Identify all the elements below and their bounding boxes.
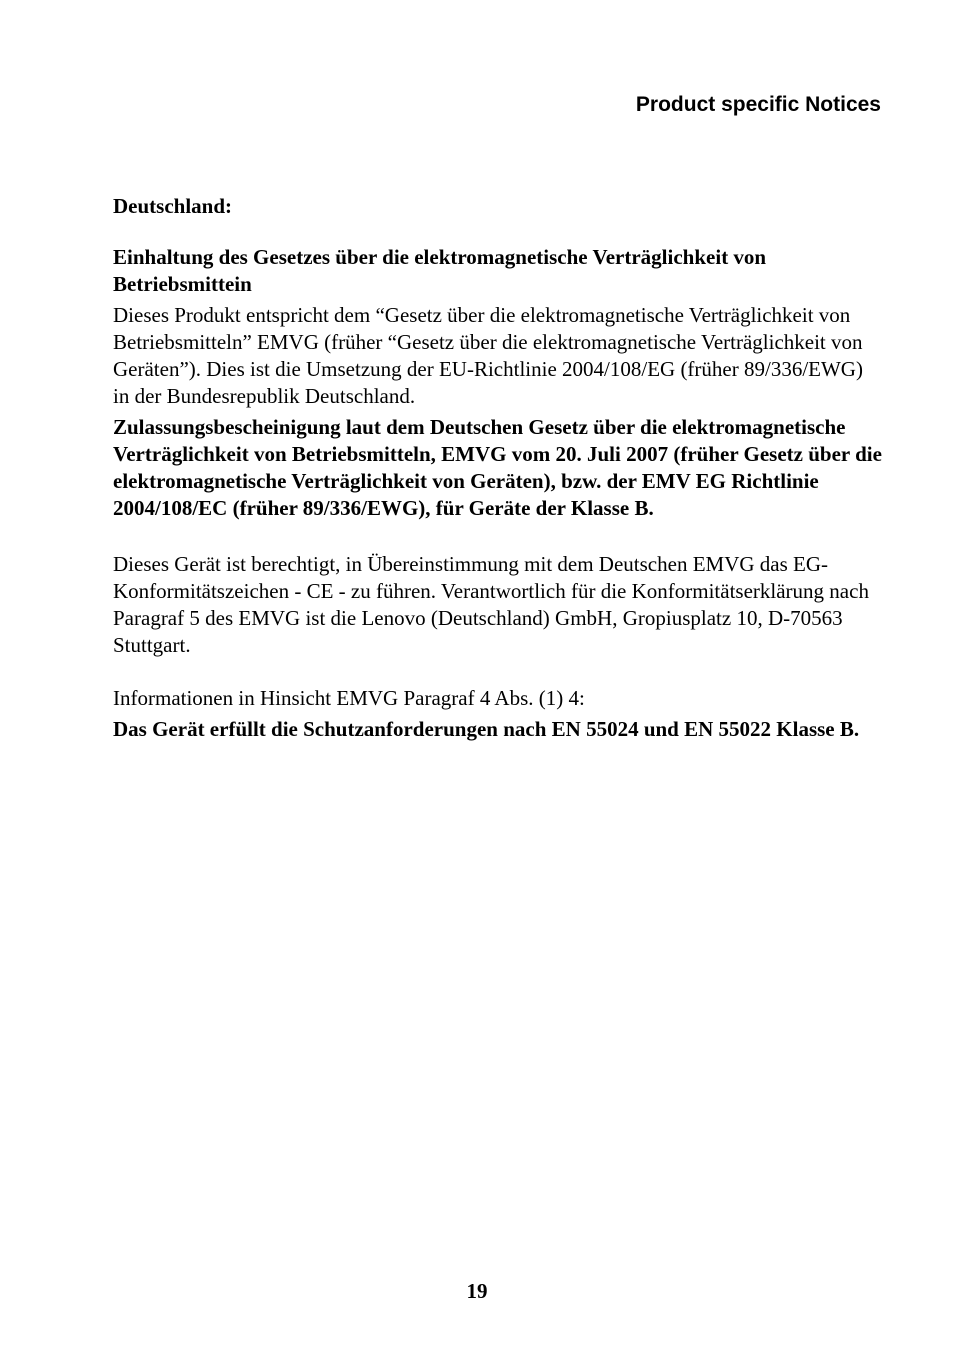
info-line: Informationen in Hinsicht EMVG Paragraf 4 Abs. (1) 4:: [113, 686, 585, 710]
document-body: [113, 193, 883, 743]
law-heading: Einhaltung des Gesetzes über die elektromagnetische Verträglichkeit von Betriebsmittein: [113, 245, 767, 296]
page-header-title: Product specific Notices: [635, 93, 881, 116]
ce-paragraph: Dieses Gerät ist berechtigt, in Übereinstimmung mit dem Deutschen EMVG das EG-Konformitätszeichen - CE - zu führen. Verantwortlich für die Konformitätserklärung nach Paragraf 5 des EMVG ist die Lenovo (Deutschland) GmbH, Gropiusplatz 10, D-70563 Stuttgart.: [113, 552, 869, 657]
compliance-statement: Das Gerät erfüllt die Schutzanforderungen nach EN 55024 und EN 55022 Klasse B.: [113, 717, 860, 741]
certification-heading: Zulassungsbescheinigung laut dem Deutschen Gesetz über die elektromagnetische Verträglichkeit von Betriebsmitteln, EMVG vom 20. Juli 2007 (früher Gesetz über die elektromagnetische Verträglichkeit von Geräten), bzw. der EMV EG Richtlinie 2004/108/EC (früher 89/336/EWG), für Geräte der Klasse B.: [113, 415, 882, 520]
law-paragraph: Dieses Produkt entspricht dem “Gesetz über die elektromagnetische Verträglichkeit von Betriebsmitteln” EMVG (früher “Gesetz über die elektromagnetische Verträglichkeit von Geräten”). Dies ist die Umsetzung der EU-Richtlinie 2004/108/EG (früher 89/336/EWG) in der Bundesrepublik Deutschland.: [113, 303, 863, 408]
country-heading: Deutschland:: [113, 194, 233, 218]
page-number: 19: [466, 1279, 488, 1303]
